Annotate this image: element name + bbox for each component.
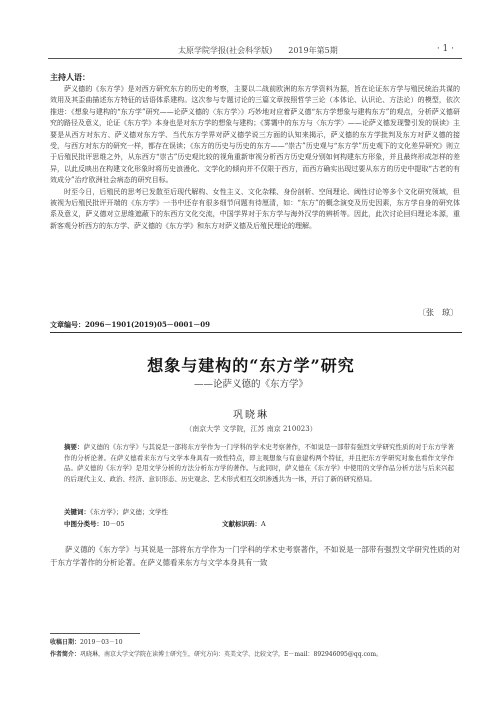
- document-code-value: A: [261, 520, 266, 528]
- received-date: [50, 637, 470, 649]
- host-notes-paragraph-1: 萨义德的《东方学》是对西方研究东方的历史的考察，主要以二战前欧洲的东方学资料为据，旨在论证东方学与殖民统治共谋的效用及其歪曲描述东方特征的话语体系建构。这次参与专题讨论的三篇文章按照哲学三论（本体论、认识论、方法论）的模型，依次推进：《想象与建构的“东方学”研究——论萨义德的〈东方学〉》巧妙地对应着萨义德“东方学想象与建构东方”的观点，分析萨义德研究的路径及意义，论证《东方学》本身也是对东方学的想象与建构；《雾霭中的东方与〈东方学〉——论萨义德发现警引发的误读》主要是从西方对东方、萨义德对东方学、当代东方学界对萨义德学说三方面的认知来揭示，萨义德的东方学批判及东方对萨义德的接受，与西方对东方的研究一样，都存在误读；《东方的历史与历史的东方——“崇古”历史观与“东方学”历史观下的文化差异研究》则立于后殖民批评思维之外，从东西方“崇古”历史观比较的视角重新审视分析西方历史观分别如何构建东方形象，并且最终形成怎样的差异，以此反映出在构建文化形象时将历史浪漫化、文学化的倾向并不仅限于西方，而西方确实出现过要从东方的历史中提取“古老的有效成分”治疗欧洲社会病态的研究目标。: [50, 85, 460, 185]
- host-signature: 〔张 琼〕: [418, 308, 458, 317]
- classification-value: I0－05: [103, 520, 125, 528]
- document-code: [222, 519, 422, 528]
- page-number: · 1 ·: [436, 44, 454, 54]
- article-number: 文章编号：2096－1901(2019)05－0001－09: [50, 320, 462, 333]
- keywords: [64, 507, 168, 516]
- author-bio: [50, 649, 470, 661]
- journal-title: 太原学院学报(社会科学版) 2019年第5期: [178, 46, 338, 55]
- keywords-label: 关键词：: [64, 508, 90, 516]
- abstract-text: 萨义德的《东方学》与其说是一部将东方学作为一门学科的学术史考察著作，不如说是一部带有强烈文学研究性质的对于东方学著作的分析论著。在萨义德看来东方与文学本身具有一致性特点，即主观想象与有意建构两个特征，并且把东方学研究对象也看作文学作品。萨义德的《东方学》是用文学分析的方法分析东方学的著作。与此同时，萨义德在《东方学》中使用的文学作品分析方法与后来兴起的后现代主义、政治、经济、意识形态、历史观念、艺术形式相互交织渗透共为一体，开启了新的研究格局。: [64, 443, 454, 483]
- classification-row: [64, 519, 266, 528]
- host-notes: [50, 84, 460, 232]
- author-affiliation: （南京大学 文学院，江苏 南京 210023）: [185, 425, 317, 433]
- footnote-divider: [50, 633, 140, 634]
- body-paragraph: 萨义德的《东方学》与其说是一部将东方学作为一门学科的学术史考察著作，不如说是一部带有强烈文学研究性质的对于东方学著作的分析论著。在萨义德看来东方与文学本身具有一致: [50, 545, 460, 567]
- author-bio-value: 巩晓琳，南京大学文学院在读博士研究生，研究方向：英美文学、比较文学，E－mail：892946095@qq.com。: [80, 651, 383, 658]
- author-name: 巩晓琳: [233, 410, 269, 421]
- received-label: 收稿日期：: [50, 639, 81, 646]
- host-notes-paragraph-2: 时至今日，后殖民的思考已发散至后现代解构、女性主义、文化杂糅、身份剖析、空间理论、阈性讨论等多个文化研究领域，但被视为后殖民批评开端的《东方学》一书中还存有很多细节问题有待厘清，如：“东方”的概念演变及历史因素，东方学自身的研究体系及意义，萨义德对立思维遮蔽下的东西方文化交流，中国学界对于东方学与海外汉学的辨析等。因此，此次讨论回归理论本源，重新客观分析西方的东方学、萨义德的《东方学》和东方对萨义德及后殖民理论的理解。: [50, 187, 460, 230]
- abstract: [64, 442, 454, 484]
- document-code-label: 文献标识码：: [222, 520, 261, 528]
- author-bio-label: 作者简介：: [50, 651, 81, 658]
- article-subtitle: ——论萨义德的《东方学》: [193, 379, 308, 390]
- keywords-text: 《东方学》；萨义德；文学性: [90, 508, 168, 516]
- abstract-label: 摘要：: [64, 443, 84, 451]
- running-header: [48, 42, 462, 59]
- classification-label: 中图分类号：: [64, 520, 103, 528]
- host-notes-label: 主持人语：: [50, 72, 90, 82]
- article-title: 想象与建构的“东方学”研究: [147, 356, 355, 375]
- received-value: 2019－03－10: [80, 639, 123, 646]
- footnotes: [50, 637, 470, 661]
- body-text: [50, 543, 460, 569]
